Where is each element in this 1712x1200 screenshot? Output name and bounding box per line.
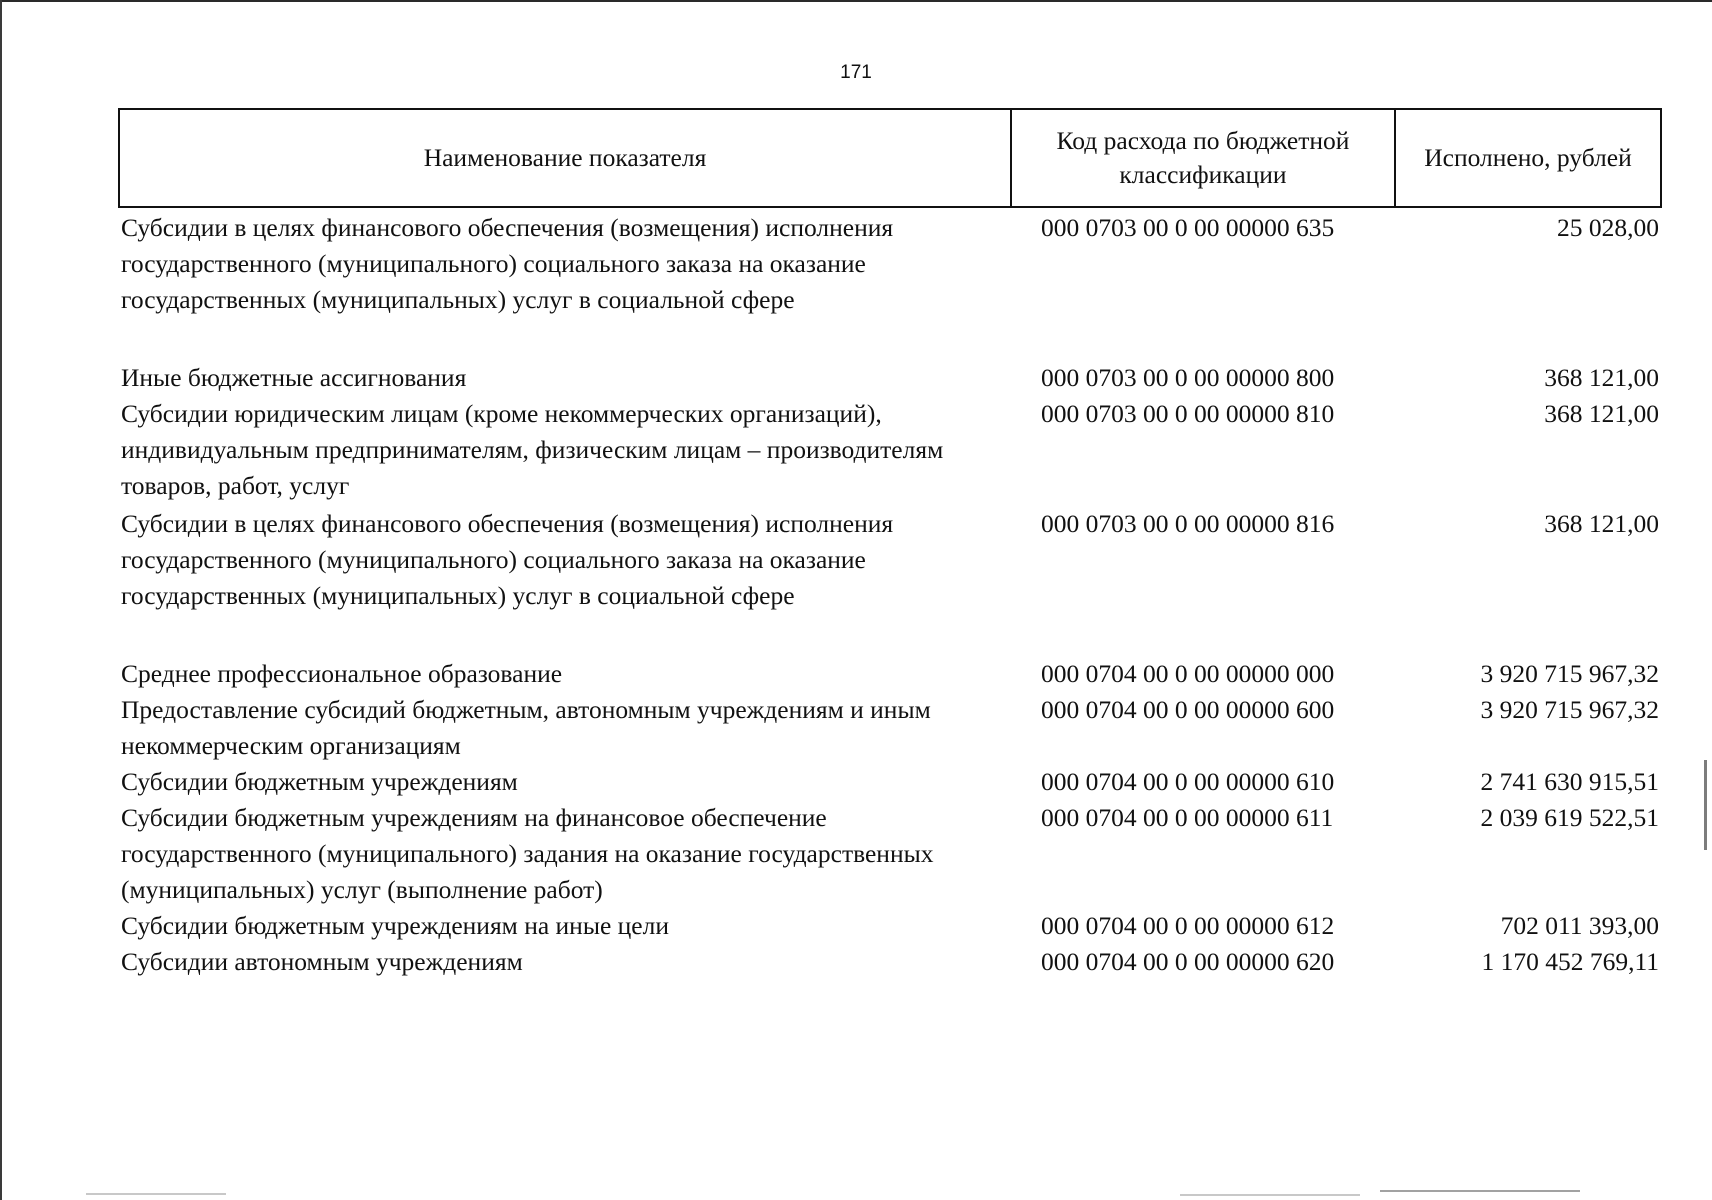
indicator-name: Субсидии бюджетным учреждениям на иные цели [121, 911, 669, 940]
scan-artifact [86, 1193, 226, 1195]
table-row [119, 396, 1661, 506]
executed-amount: 3 920 715 967,32 [1480, 659, 1659, 688]
budget-code: 000 0704 00 0 00 00000 611 [1041, 803, 1334, 832]
table-row [119, 692, 1661, 764]
header-budget-code: Код расхода по бюджетной классификации [1011, 109, 1395, 207]
indicator-name: Субсидии юридическим лицам (кроме некоммерческих организаций), индивидуальным предпринимателям, физическим лицам – производителям товаров, работ, услуг [121, 399, 944, 500]
header-indicator-name: Наименование показателя [119, 109, 1011, 207]
scan-artifact [1380, 1190, 1580, 1192]
table-row [119, 800, 1661, 908]
executed-amount: 25 028,00 [1557, 213, 1659, 242]
indicator-name: Субсидии в целях финансового обеспечения (возмещения) исполнения государственного (муниципального) социального заказа на оказание государственных (муниципальных) услуг в социальной сфере [121, 509, 894, 610]
budget-code: 000 0704 00 0 00 00000 620 [1041, 947, 1335, 976]
executed-amount: 702 011 393,00 [1500, 911, 1659, 940]
table-header [119, 109, 1661, 207]
page-number: 171 [840, 62, 872, 83]
executed-amount: 1 170 452 769,11 [1481, 947, 1659, 976]
scan-border-top [0, 0, 1712, 2]
table-row [119, 764, 1661, 800]
scan-border-left [0, 0, 2, 1200]
budget-code: 000 0704 00 0 00 00000 612 [1041, 911, 1335, 940]
executed-amount: 2 039 619 522,51 [1480, 803, 1659, 832]
budget-execution-table [118, 108, 1662, 980]
table-row [119, 908, 1661, 944]
table-body [119, 207, 1661, 980]
executed-amount: 368 121,00 [1544, 399, 1659, 428]
table-row [119, 360, 1661, 396]
executed-amount: 2 741 630 915,51 [1480, 767, 1659, 796]
indicator-name: Среднее профессиональное образование [121, 659, 563, 688]
budget-code: 000 0704 00 0 00 00000 600 [1041, 695, 1335, 724]
budget-code: 000 0703 00 0 00 00000 816 [1041, 509, 1335, 538]
scan-artifact [1180, 1194, 1360, 1196]
indicator-name: Субсидии бюджетным учреждениям [121, 767, 518, 796]
header-executed-amount: Исполнено, рублей [1395, 109, 1661, 207]
scan-artifact [1704, 760, 1707, 850]
executed-amount: 368 121,00 [1544, 363, 1659, 392]
table-row [119, 207, 1661, 360]
indicator-name: Субсидии в целях финансового обеспечения (возмещения) исполнения государственного (муниципального) социального заказа на оказание государственных (муниципальных) услуг в социальной сфере [121, 213, 894, 314]
table-row [119, 656, 1661, 692]
table-row [119, 944, 1661, 980]
indicator-name: Субсидии бюджетным учреждениям на финансовое обеспечение государственного (муниципального) задания на оказание государственных (муниципальных) услуг (выполнение работ) [121, 803, 934, 904]
header-row [119, 109, 1661, 207]
budget-code: 000 0703 00 0 00 00000 635 [1041, 213, 1335, 242]
indicator-name: Предоставление субсидий бюджетным, автономным учреждениям и иным некоммерческим организациям [121, 695, 931, 760]
executed-amount: 3 920 715 967,32 [1480, 695, 1659, 724]
executed-amount: 368 121,00 [1544, 509, 1659, 538]
indicator-name: Иные бюджетные ассигнования [121, 363, 467, 392]
budget-code: 000 0703 00 0 00 00000 810 [1041, 399, 1335, 428]
budget-code: 000 0703 00 0 00 00000 800 [1041, 363, 1335, 392]
budget-code: 000 0704 00 0 00 00000 000 [1041, 659, 1335, 688]
indicator-name: Субсидии автономным учреждениям [121, 947, 523, 976]
table-row [119, 506, 1661, 656]
budget-code: 000 0704 00 0 00 00000 610 [1041, 767, 1335, 796]
